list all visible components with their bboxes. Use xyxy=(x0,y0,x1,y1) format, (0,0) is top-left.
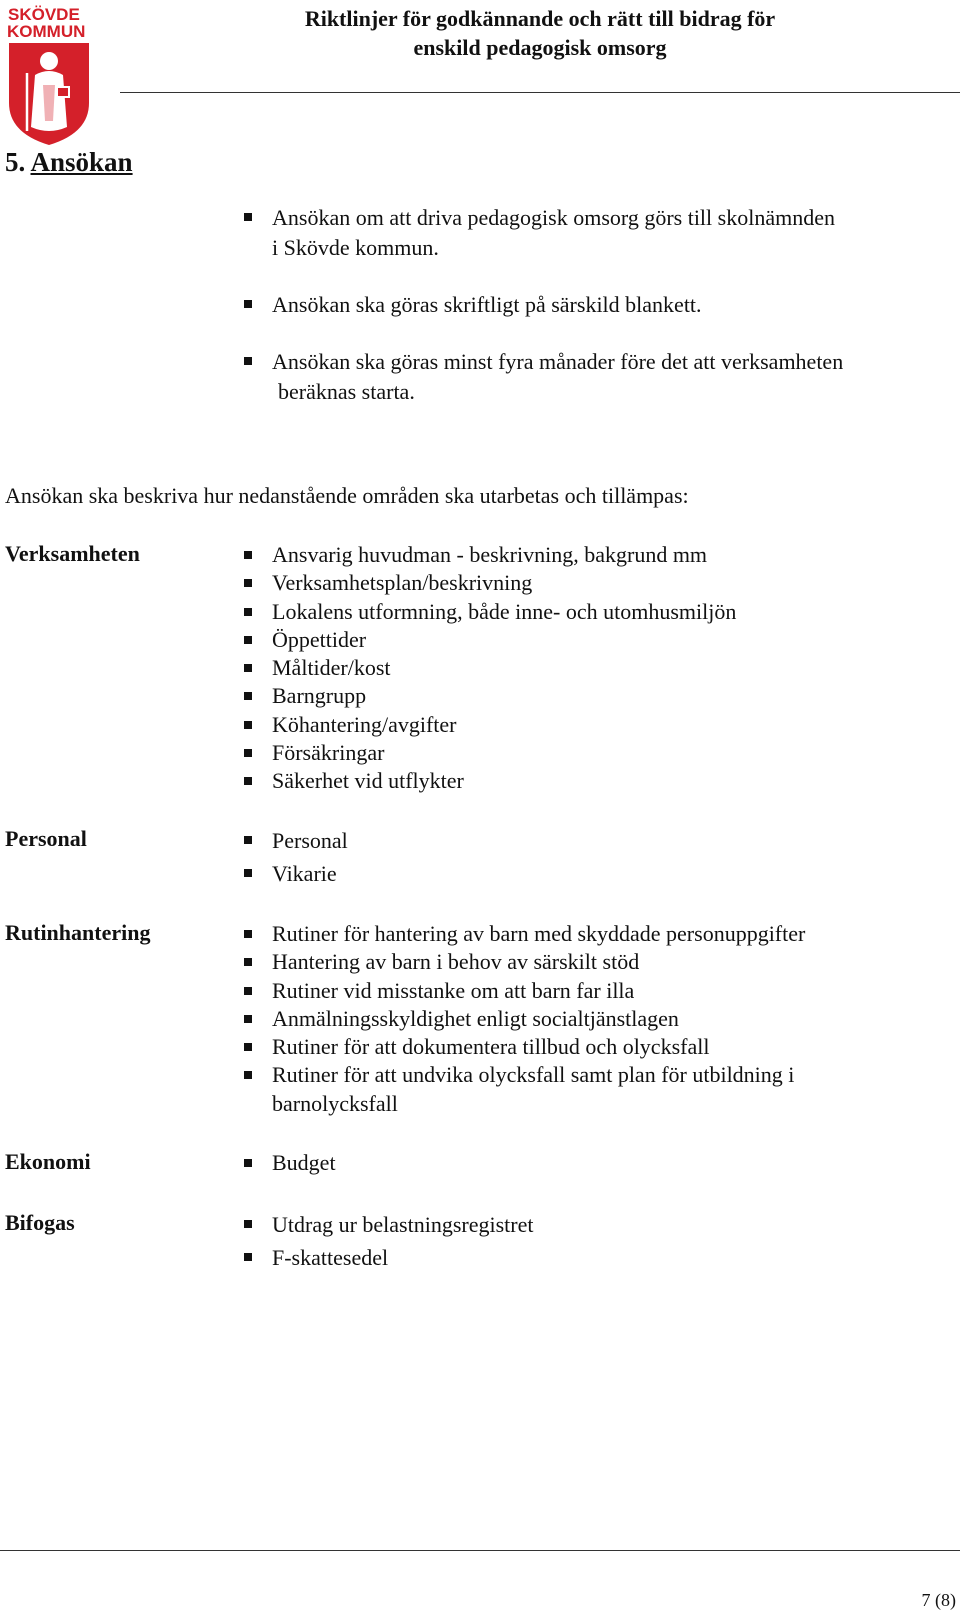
list-item: Måltider/kost xyxy=(242,654,932,682)
section-heading xyxy=(5,147,133,178)
list-item: F-skattesedel xyxy=(242,1241,932,1274)
bullet-square-icon xyxy=(244,958,252,966)
list-item: Verksamhetsplan/beskrivning xyxy=(242,569,932,597)
skovde-kommun-logo xyxy=(5,3,93,147)
category-label-verksamheten: Verksamheten xyxy=(5,541,140,566)
coat-of-arms-icon xyxy=(5,3,93,147)
list-item: Köhantering/avgifter xyxy=(242,711,932,739)
bullet-square-icon xyxy=(244,930,252,938)
list-item: Säkerhet vid utflykter xyxy=(242,767,932,795)
bullet-square-icon xyxy=(244,869,252,877)
intro-bullet-list xyxy=(242,203,942,434)
bullet-square-icon xyxy=(244,1220,252,1228)
category-list-bifogas xyxy=(242,1208,932,1274)
list-item: Rutiner för hantering av barn med skyddade personuppgifter xyxy=(242,920,932,948)
bullet-square-icon xyxy=(244,579,252,587)
header-divider xyxy=(120,92,960,93)
section-number: 5. xyxy=(5,147,26,177)
list-item: Personal xyxy=(242,824,932,857)
category-label-bifogas: Bifogas xyxy=(5,1210,75,1235)
logo-text-line2: KOMMUN xyxy=(7,22,86,41)
bullet-square-icon xyxy=(244,692,252,700)
bullet-square-icon xyxy=(244,1253,252,1261)
bullet-square-icon xyxy=(244,1015,252,1023)
list-item: Rutiner för att undvika olycksfall samt plan för utbildning i barnolycksfall xyxy=(242,1061,932,1118)
list-item: Barngrupp xyxy=(242,682,932,710)
bullet-square-icon xyxy=(244,749,252,757)
logo-text-line1: SKÖVDE xyxy=(8,5,80,24)
list-item: Budget xyxy=(242,1149,932,1177)
bullet-square-icon xyxy=(244,987,252,995)
bullet-square-icon xyxy=(244,1043,252,1051)
lead-paragraph: Ansökan ska beskriva hur nedanstående områden ska utarbetas och tillämpas: xyxy=(5,483,689,508)
list-item: Ansökan ska göras skriftligt på särskild blankett. xyxy=(242,290,942,320)
document-header-title xyxy=(280,4,800,62)
bullet-square-icon xyxy=(244,300,252,308)
bullet-square-icon xyxy=(244,1071,252,1079)
list-item: Lokalens utformning, både inne- och utomhusmiljön xyxy=(242,598,932,626)
list-item: Rutiner vid misstanke om att barn far illa xyxy=(242,977,932,1005)
footer-divider xyxy=(0,1550,960,1551)
bullet-square-icon xyxy=(244,357,252,365)
page-number: 7 (8) xyxy=(921,1590,956,1610)
bullet-square-icon xyxy=(244,721,252,729)
category-label-rutinhantering: Rutinhantering xyxy=(5,920,151,945)
header-title-line2: enskild pedagogisk omsorg xyxy=(413,35,667,60)
list-item: Ansökan ska göras minst fyra månader före det att verksamheten beräknas starta. xyxy=(242,347,942,407)
list-item: Ansvarig huvudman - beskrivning, bakgrund mm xyxy=(242,541,932,569)
header-title-line1: Riktlinjer för godkännande och rätt till bidrag för xyxy=(304,6,776,31)
bullet-square-icon xyxy=(244,213,252,221)
bullet-square-icon xyxy=(244,636,252,644)
list-item: Hantering av barn i behov av särskilt stöd xyxy=(242,948,932,976)
bullet-square-icon xyxy=(244,1159,252,1167)
bullet-square-icon xyxy=(244,608,252,616)
list-item: Rutiner för att dokumentera tillbud och olycksfall xyxy=(242,1033,932,1061)
bullet-square-icon xyxy=(244,664,252,672)
bullet-square-icon xyxy=(244,777,252,785)
list-item: Vikarie xyxy=(242,857,932,890)
section-title: Ansökan xyxy=(30,147,133,177)
list-item: Ansökan om att driva pedagogisk omsorg görs till skolnämnden i Skövde kommun. xyxy=(242,203,942,263)
category-list-personal xyxy=(242,824,932,890)
category-list-ekonomi xyxy=(242,1149,932,1177)
list-item: Anmälningsskyldighet enligt socialtjänstlagen xyxy=(242,1005,932,1033)
bullet-square-icon xyxy=(244,551,252,559)
category-label-ekonomi: Ekonomi xyxy=(5,1149,91,1174)
bullet-square-icon xyxy=(244,836,252,844)
list-item: Utdrag ur belastningsregistret xyxy=(242,1208,932,1241)
category-label-personal: Personal xyxy=(5,826,87,851)
category-list-verksamheten xyxy=(242,541,932,796)
list-item: Försäkringar xyxy=(242,739,932,767)
list-item: Öppettider xyxy=(242,626,932,654)
category-list-rutinhantering xyxy=(242,920,932,1118)
